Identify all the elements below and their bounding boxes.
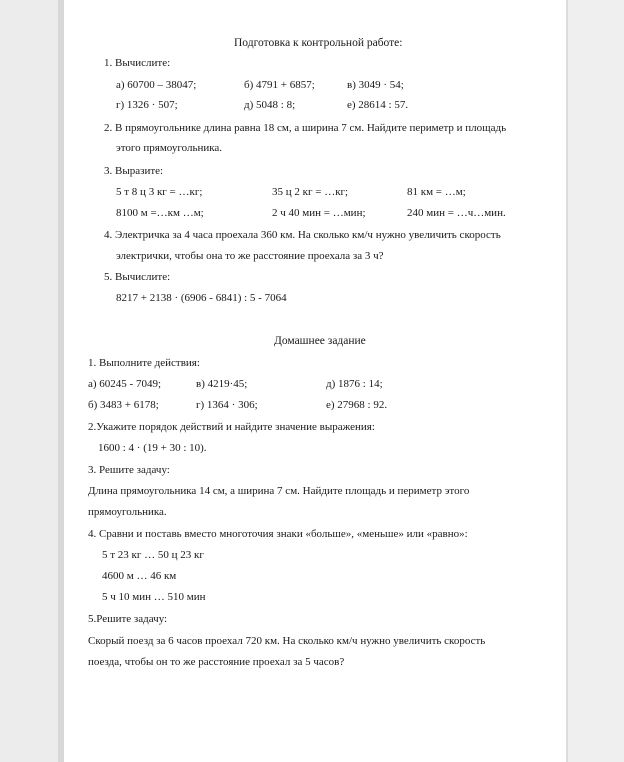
home-task1-a: а) 60245 - 7049; — [88, 378, 162, 390]
prep-task5-heading: 5. Вычислите: — [104, 271, 171, 283]
home-task5-heading: 5.Решите задачу: — [88, 613, 168, 625]
prep-task3-r1c1: 5 т 8 ц 3 кг = …кг; — [116, 186, 203, 198]
prep-task1-e: е) 28614 : 57. — [347, 99, 409, 111]
prep-task3-r2c3: 240 мин = …ч…мин. — [407, 207, 506, 219]
scan-margin-right — [566, 0, 624, 762]
home-task2-expression: 1600 : 4 · (19 + 30 : 10). — [98, 442, 207, 454]
home-task4-line2: 4600 м … 46 км — [102, 570, 177, 582]
home-task3-line1: Длина прямоугольника 14 см, а ширина 7 см. Найдите площадь и периметр этого — [88, 485, 470, 497]
home-task4-line1: 5 т 23 кг … 50 ц 23 кг — [102, 549, 204, 561]
home-task4-heading: 4. Сравни и поставь вместо многоточия знаки «больше», «меньше» или «равно»: — [88, 528, 468, 540]
homework-title: Домашнее задание — [274, 335, 366, 347]
prep-task1-v: в) 3049 · 54; — [347, 79, 404, 91]
prep-task4-line1: 4. Электричка за 4 часа проехала 360 км. На сколько км/ч нужно увеличить скорость — [104, 229, 501, 241]
prep-task1-g: г) 1326 · 507; — [116, 99, 178, 111]
prep-task1-heading: 1. Вычислите: — [104, 57, 171, 69]
home-task3-line2: прямоугольника. — [88, 506, 167, 518]
prep-task3-r1c2: 35 ц 2 кг = …кг; — [272, 186, 349, 198]
prep-task3-r1c3: 81 км = …м; — [407, 186, 466, 198]
prep-task3-r2c2: 2 ч 40 мин = …мин; — [272, 207, 366, 219]
prep-task3-heading: 3. Выразите: — [104, 165, 164, 177]
home-task1-v: в) 4219·45; — [196, 378, 248, 390]
home-task2-heading: 2.Укажите порядок действий и найдите значение выражения: — [88, 421, 375, 433]
prep-task3-r2c1: 8100 м =…км …м; — [116, 207, 204, 219]
scan-margin-left — [0, 0, 62, 762]
home-task1-e: е) 27968 : 92. — [326, 399, 388, 411]
prep-task2-line2: этого прямоугольника. — [116, 142, 223, 154]
home-task3-heading: 3. Решите задачу: — [88, 464, 170, 476]
home-task1-d: д) 1876 : 14; — [326, 378, 383, 390]
home-task4-line3: 5 ч 10 мин … 510 мин — [102, 591, 206, 603]
prep-task1-d: д) 5048 : 8; — [244, 99, 296, 111]
home-task1-heading: 1. Выполните действия: — [88, 357, 200, 369]
prep-task5-expression: 8217 + 2138 · (6906 - 6841) : 5 - 7064 — [116, 292, 287, 304]
prep-task1-b: б) 4791 + 6857; — [244, 79, 315, 91]
prep-task4-line2: электрички, чтобы она то же расстояние проехала за 3 ч? — [116, 250, 384, 262]
home-task5-line2: поезда, чтобы он то же расстояние проехал за 5 часов? — [88, 656, 345, 668]
home-task5-line1: Скорый поезд за 6 часов проехал 720 км. На сколько км/ч нужно увеличить скорость — [88, 635, 486, 647]
worksheet-page — [64, 0, 566, 762]
home-task1-b: б) 3483 + 6178; — [88, 399, 159, 411]
prep-title: Подготовка к контрольной работе: — [234, 37, 403, 49]
prep-task2-line1: 2. В прямоугольнике длина равна 18 см, а ширина 7 см. Найдите периметр и площадь — [104, 122, 507, 134]
prep-task1-a: а) 60700 – 38047; — [116, 79, 197, 91]
home-task1-g: г) 1364 · 306; — [196, 399, 258, 411]
